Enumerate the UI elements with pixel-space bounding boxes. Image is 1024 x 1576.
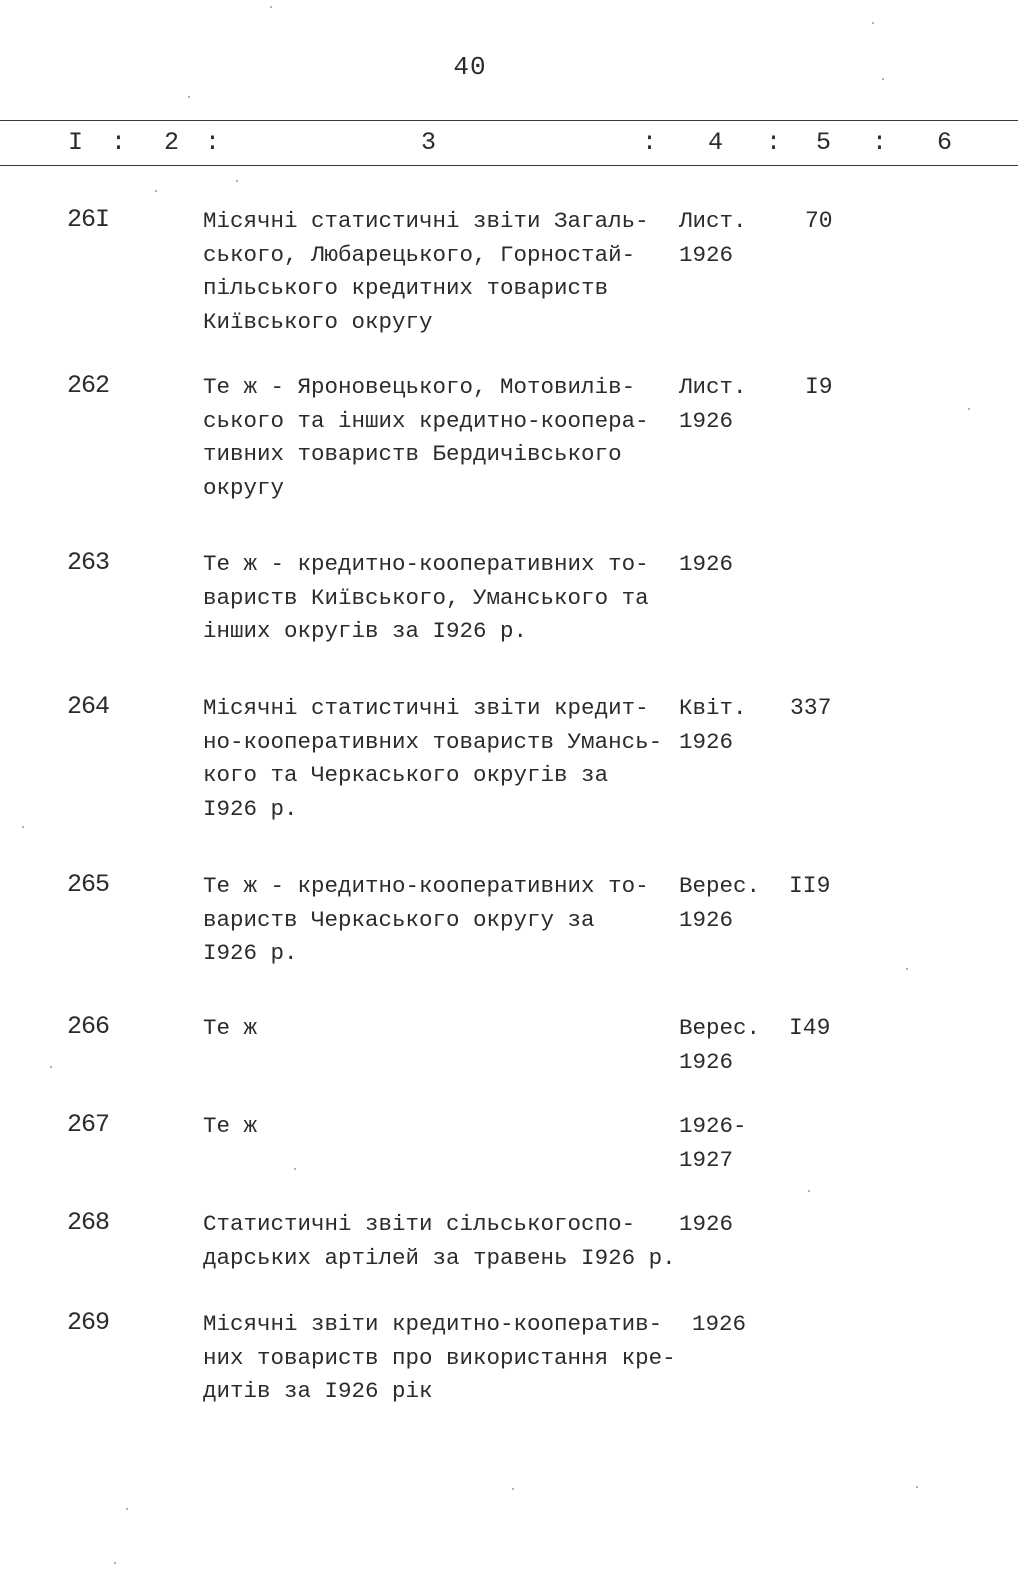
row-number: 267 xyxy=(67,1110,110,1139)
description-line: Те ж xyxy=(203,1113,258,1139)
row-date xyxy=(679,1110,747,1177)
speck xyxy=(155,190,157,192)
header-top-rule xyxy=(0,120,1018,121)
row-number: 262 xyxy=(67,371,110,400)
row-date xyxy=(679,1012,760,1079)
date-line: 1926 xyxy=(679,407,734,434)
row-number: 26I xyxy=(67,205,110,234)
header-separator: : xyxy=(766,128,782,157)
description-line: Місячні статистичні звіти кредит- xyxy=(203,695,649,721)
speck xyxy=(294,1168,296,1170)
speck xyxy=(50,1066,52,1068)
description-line: ського, Любарецького, Горностай- xyxy=(203,241,636,268)
header-separator: : xyxy=(111,128,127,157)
header-col-6: 6 xyxy=(937,128,953,157)
date-line: 1926 xyxy=(679,906,734,933)
speck xyxy=(22,826,24,828)
date-line: Лист. xyxy=(679,208,747,234)
date-line: 1926 xyxy=(679,1211,734,1237)
header-col-5: 5 xyxy=(816,128,832,157)
speck xyxy=(916,1486,918,1488)
description-line: вариств Київського, Уманського та xyxy=(203,584,649,611)
row-date xyxy=(679,205,747,272)
speck xyxy=(188,96,190,98)
speck xyxy=(882,78,884,80)
header-bottom-rule xyxy=(0,165,1018,166)
description-line: I926 р. xyxy=(203,940,298,967)
row-sheet-count: I9 xyxy=(805,374,833,400)
description-line: Статистичні звіти сільськогоспо- xyxy=(203,1211,636,1237)
row-sheet-count: 70 xyxy=(805,208,833,234)
date-line: 1926 xyxy=(679,241,734,268)
header-col-1: I xyxy=(68,128,84,157)
date-line: Верес. xyxy=(679,873,761,899)
row-date xyxy=(679,870,760,937)
row-description xyxy=(203,870,678,971)
speck xyxy=(968,408,970,410)
row-sheet-count: II9 xyxy=(789,873,831,899)
row-number: 269 xyxy=(67,1308,110,1337)
description-line: Те ж xyxy=(203,1015,258,1041)
speck xyxy=(872,22,874,24)
row-date xyxy=(679,371,747,438)
date-line: Квіт. xyxy=(679,695,747,721)
description-line: дитів за I926 рік xyxy=(203,1378,433,1405)
date-line: 1927 xyxy=(679,1146,734,1173)
header-separator: : xyxy=(642,128,658,157)
header-separator: : xyxy=(872,128,888,157)
description-line: інших округів за I926 р. xyxy=(203,618,528,645)
description-line: Місячні статистичні звіти Загаль- xyxy=(203,208,649,234)
header-col-4: 4 xyxy=(708,128,724,157)
row-description xyxy=(203,205,678,339)
speck xyxy=(808,1190,810,1192)
description-line: Київського округу xyxy=(203,308,433,335)
date-line: Верес. xyxy=(679,1015,761,1041)
description-line: округу xyxy=(203,474,285,501)
date-line: 1926 xyxy=(692,1311,747,1337)
description-line: Місячні звіти кредитно-кооператив- xyxy=(203,1311,663,1337)
description-line: I926 р. xyxy=(203,795,298,822)
description-line: тивних товариств Бердичівського xyxy=(203,441,622,468)
description-line: пільського кредитних товариств xyxy=(203,275,609,302)
row-description xyxy=(203,1012,678,1046)
description-line: ського та інших кредитно-коопера- xyxy=(203,407,649,434)
row-number: 268 xyxy=(67,1208,110,1237)
row-number: 264 xyxy=(67,692,110,721)
row-description xyxy=(203,692,678,826)
header-col-2: 2 xyxy=(164,128,180,157)
description-line: Те ж - Яроновецького, Мотовилів- xyxy=(203,374,636,400)
speck xyxy=(906,968,908,970)
row-date xyxy=(679,692,747,759)
date-line: 1926 xyxy=(679,728,734,755)
speck xyxy=(512,1488,514,1490)
header-col-3: 3 xyxy=(421,128,437,157)
row-description xyxy=(203,548,678,649)
row-date xyxy=(679,1208,733,1242)
description-line: Те ж - кредитно-кооперативних то- xyxy=(203,551,649,577)
date-line: 1926- xyxy=(679,1113,747,1139)
description-line: них товариств про використання кре- xyxy=(203,1344,676,1371)
speck xyxy=(126,1508,128,1510)
date-line: Лист. xyxy=(679,374,747,400)
description-line: Те ж - кредитно-кооперативних то- xyxy=(203,873,649,899)
date-line: 1926 xyxy=(679,1048,734,1075)
description-line: дарських артілей за травень I926 р. xyxy=(203,1244,676,1271)
row-description xyxy=(203,1110,678,1144)
header-separator: : xyxy=(205,128,221,157)
description-line: но-кооперативних товариств Умансь- xyxy=(203,728,663,755)
description-line: кого та Черкаського округів за xyxy=(203,762,609,789)
row-sheet-count: I49 xyxy=(789,1015,831,1041)
row-description xyxy=(203,1208,678,1275)
row-date xyxy=(679,548,733,582)
date-line: 1926 xyxy=(679,551,734,577)
description-line: вариств Черкаського округу за xyxy=(203,906,595,933)
speck xyxy=(270,6,272,8)
row-number: 265 xyxy=(67,870,110,899)
speck xyxy=(236,180,238,182)
speck xyxy=(114,1562,116,1564)
row-sheet-count: 337 xyxy=(790,695,832,721)
row-description xyxy=(203,1308,678,1409)
row-number: 266 xyxy=(67,1012,110,1041)
row-date xyxy=(692,1308,746,1342)
row-number: 263 xyxy=(67,548,110,577)
page-number: 40 xyxy=(453,52,487,82)
row-description xyxy=(203,371,678,505)
